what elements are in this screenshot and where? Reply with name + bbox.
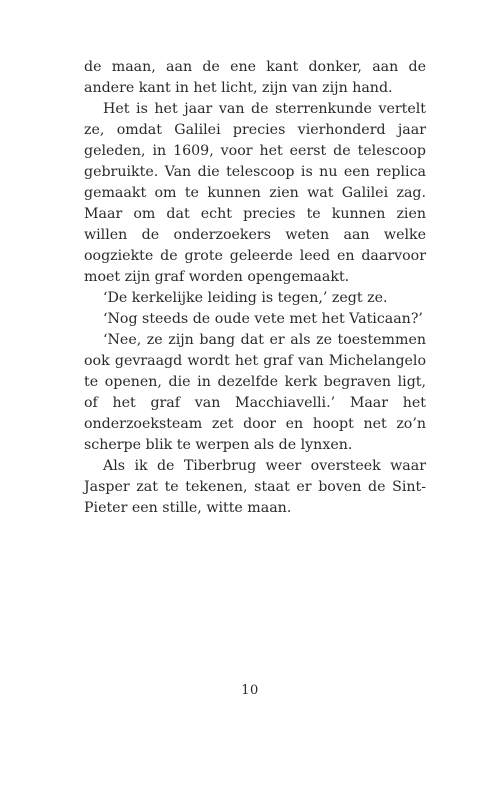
paragraph-1: de maan, aan de ene kant donker, aan de andere kant in het licht, zijn van zijn hand. [84, 59, 426, 96]
body-text [84, 57, 426, 519]
paragraph-4: ‘Nog steeds de oude vete met het Vaticaan?’ [103, 311, 423, 327]
paragraph-6: Als ik de Tiberbrug weer oversteek waar Jasper zat te tekenen, staat er boven de Sint-Pieter een stille, witte maan. [84, 458, 426, 516]
paragraph-5: ‘Nee, ze zijn bang dat er als ze toestemmen ook gevraagd wordt het graf van Michelangelo te openen, die in dezelfde kerk begraven ligt, of het graf van Macchiavelli.’ Maar het onderzoeksteam zet door en hoopt net zo’n scherpe blik te werpen als de lynxen. [84, 332, 426, 453]
paragraph-3: ‘De kerkelijke leiding is tegen,’ zegt ze. [103, 290, 388, 306]
paragraph-2: Het is het jaar van de sterrenkunde vertelt ze, omdat Galilei precies vierhonderd jaar geleden, in 1609, voor het eerst de telescoop gebruikte. Van die telescoop is nu een replica gemaakt om te kunnen zien wat Galilei zag. Maar om dat echt precies te kunnen zien willen de onderzoekers weten aan welke oogziekte de grote geleerde leed en daarvoor moet zijn graf worden opengemaakt. [84, 101, 426, 285]
page-number: 10 [241, 683, 259, 698]
